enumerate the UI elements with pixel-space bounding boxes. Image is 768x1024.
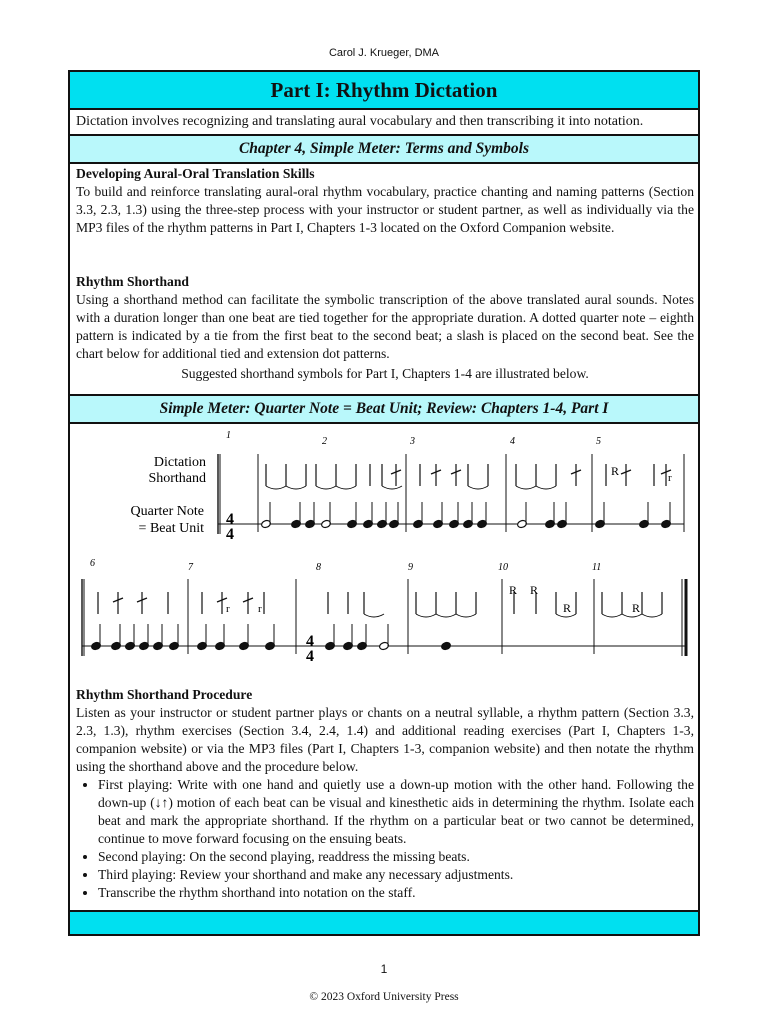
time-sig-bottom-2: 4	[306, 648, 314, 665]
tie-mark	[468, 486, 488, 489]
tie-mark	[456, 614, 476, 617]
rest-mark-m10b: R	[530, 583, 539, 597]
page-title: Part I: Rhythm Dictation	[70, 72, 698, 110]
rest-mark-m10c: R	[563, 601, 572, 615]
small-r-m5: r	[668, 472, 672, 484]
measure-number: 10	[498, 562, 508, 573]
tie-mark	[536, 486, 556, 489]
notes-2	[91, 624, 452, 651]
procedure-step: • Second playing: On the second playing, readdress the missing beats.	[98, 848, 694, 866]
shorthand-suggestion: Suggested shorthand symbols for Part I, Chapters 1-4 are illustrated below.	[181, 366, 589, 381]
procedure-section	[76, 686, 694, 902]
aural-oral-body: To build and reinforce translating aural-oral rhythm vocabulary, practice chanting and naming patterns (Section 3.3, 2.3, 1.3) using the three-step process with your instructor or student partner, as well as individually via the MP3 files of the rhythm patterns in Part I, Chapters 1-3 located on the Oxford Companion website.	[76, 184, 694, 235]
procedure-steps	[76, 776, 694, 902]
shorthand-section	[76, 273, 694, 383]
tie-mark	[364, 614, 384, 617]
notes-1	[261, 502, 672, 529]
tie-mark	[642, 614, 662, 617]
measure-number: 7	[188, 562, 193, 573]
page-header-author: Carol J. Krueger, DMA	[328, 47, 440, 59]
aural-oral-heading: Developing Aural-Oral Translation Skills	[76, 166, 315, 181]
tie-mark	[316, 486, 336, 489]
rest-mark-m11: R	[632, 601, 641, 615]
procedure-step: • Third playing: Review your shorthand and make any necessary adjustments.	[98, 866, 694, 884]
tie-mark	[436, 614, 456, 617]
procedure-heading: Rhythm Shorthand Procedure	[76, 687, 253, 702]
small-r-m7a: r	[226, 603, 230, 615]
note-head	[441, 641, 452, 650]
tie-mark	[602, 614, 622, 617]
procedure-body: Listen as your instructor or student partner plays or chants on a neutral syllable, a rhythm pattern (Section 3.3, 2.3, 1.3), rhythm exercises (Section 3.4, 2.4, 1.4) and additional reading exercises (Part I, Chapters 1-3, companion website) or via the MP3 files (Part I, Chapters 1-3, companion website) and then notate the rhythm using the shorthand above and the procedure below.	[76, 705, 694, 774]
measure-number: 2	[322, 436, 327, 447]
bottom-band	[70, 910, 698, 934]
shorthand-body: Using a shorthand method can facilitate the symbolic transcription of the above translated aural sounds. Notes with a duration longer than one beat are tied together for the appropriate duration. A dotted quarter note – eighth pattern is indicated by a tie from the first beat to the second beat; a slash is placed on the second beat. See the chart below for additional tied and extension dot patterns.	[76, 292, 694, 361]
label-dictation: Dictation	[153, 455, 206, 470]
lesson-frame	[68, 70, 700, 936]
small-r-m7b: r	[258, 603, 262, 615]
rest-mark-m10a: R	[509, 583, 518, 597]
measure-number: 5	[596, 436, 601, 447]
measure-number: 1	[226, 430, 231, 441]
measure-number: 9	[408, 562, 413, 573]
simple-meter-heading: Simple Meter: Quarter Note = Beat Unit; Review: Chapters 1-4, Part I	[70, 394, 698, 424]
shorthand-marks-2	[98, 592, 662, 617]
procedure-step: • First playing: Write with one hand and quietly use a down-up motion with the other hand. Following the down-up (↓↑) motion of each beat can be visual and kinesthetic aids in determining the rhythm. Isolate each beat and mark the appropriate shorthand. If the rhythm on a particular beat or two cannot be determined, continue to move forward focusing on the ensuing beats.	[98, 776, 694, 848]
page-number: 1	[380, 962, 388, 976]
procedure-step: • Transcribe the rhythm shorthand into notation on the staff.	[98, 884, 694, 902]
tie-mark	[516, 486, 536, 489]
measure-number: 3	[410, 436, 415, 447]
tie-mark	[382, 486, 402, 489]
system-2	[82, 579, 686, 665]
time-sig-top-2: 4	[306, 633, 314, 650]
copyright: © 2023 Oxford University Press	[309, 991, 459, 1003]
intro-text: Dictation involves recognizing and translating aural vocabulary and then transcribing it into notation.	[70, 110, 698, 136]
rest-mark-m5: R	[611, 464, 620, 478]
measure-number: 11	[592, 562, 602, 573]
tie-mark	[286, 486, 306, 489]
system-1	[218, 454, 684, 543]
tie-mark	[266, 486, 286, 489]
shorthand-heading: Rhythm Shorthand	[76, 274, 189, 289]
chapter-heading: Chapter 4, Simple Meter: Terms and Symbols	[70, 136, 698, 164]
time-sig-top-1: 4	[226, 511, 234, 528]
aural-oral-section	[76, 165, 694, 237]
label-shorthand: Shorthand	[148, 471, 206, 486]
label-quarter-note: Quarter Note	[130, 504, 204, 519]
measure-numbers	[90, 430, 601, 573]
label-beat-unit: = Beat Unit	[138, 521, 204, 536]
time-sig-bottom-1: 4	[226, 526, 234, 543]
tie-mark	[336, 486, 356, 489]
measure-number: 6	[90, 558, 95, 569]
rhythm-score	[70, 424, 698, 682]
tie-mark	[416, 614, 436, 617]
measure-number: 4	[510, 436, 515, 447]
measure-number: 8	[316, 562, 321, 573]
